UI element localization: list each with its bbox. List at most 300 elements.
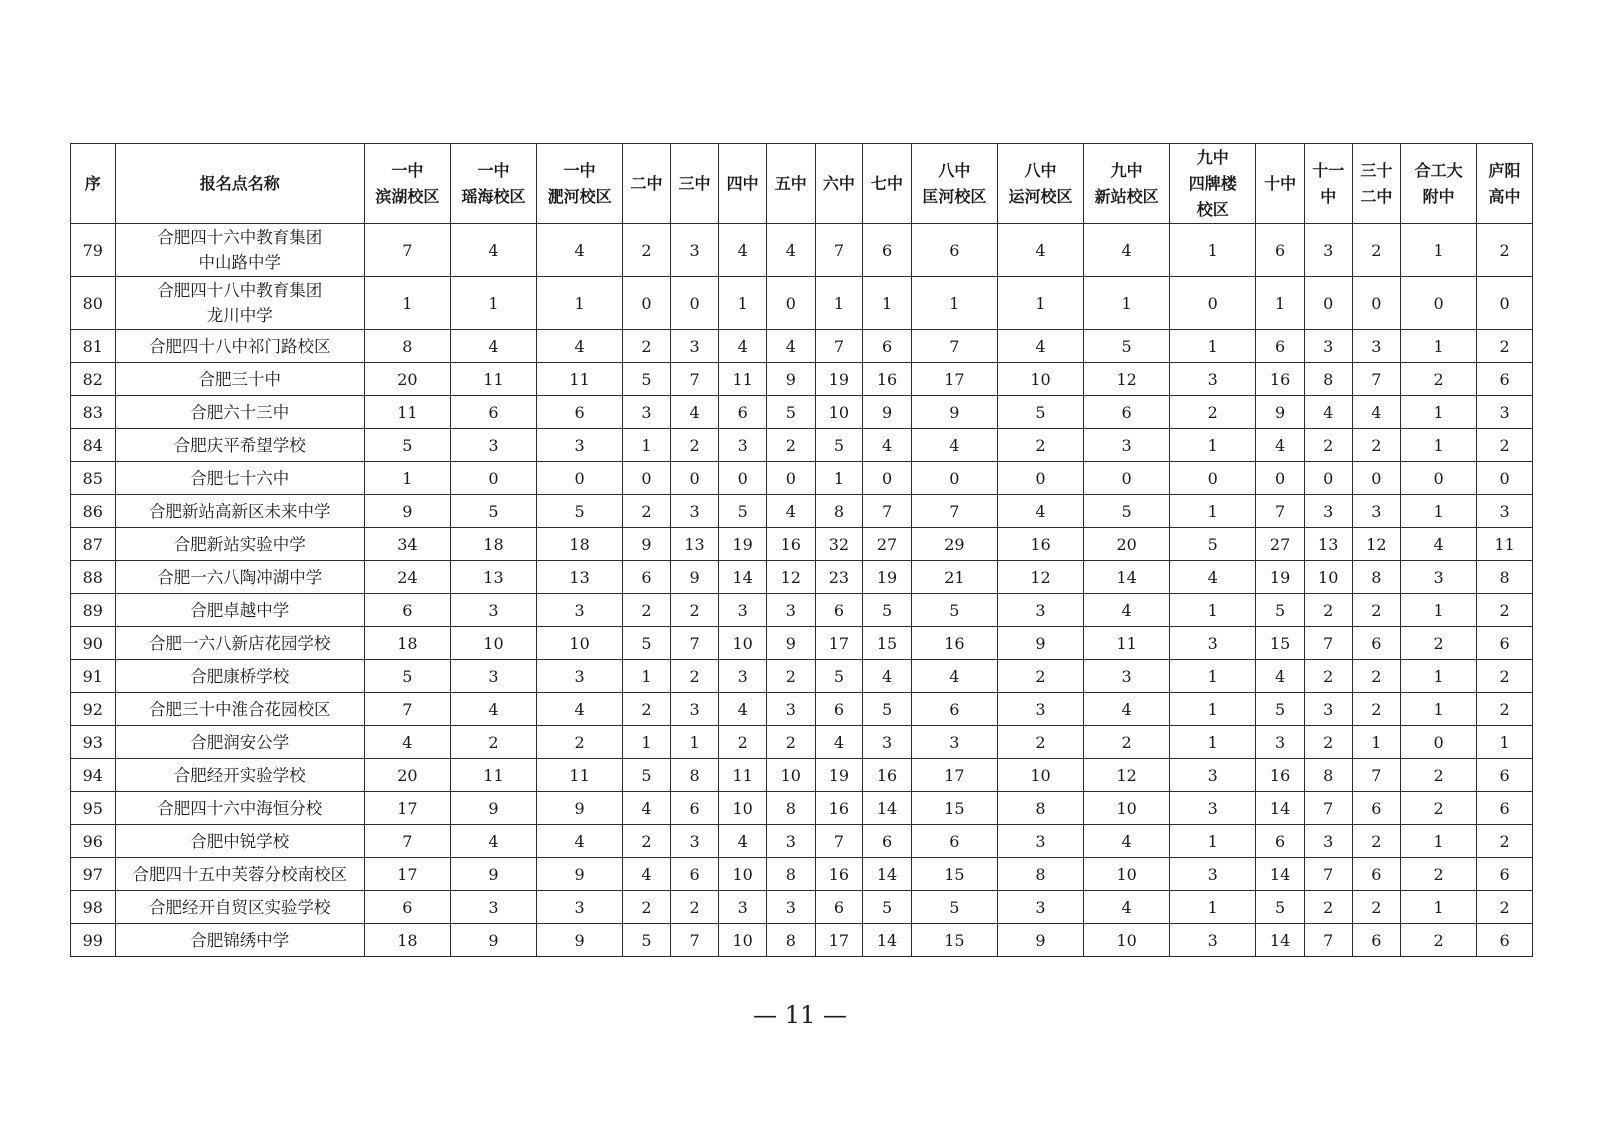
quota-value-cell: 3 <box>537 594 623 627</box>
quota-value-cell: 3 <box>1084 660 1170 693</box>
quota-value-cell: 2 <box>1477 429 1533 462</box>
column-header-line: 校区 <box>1196 199 1229 219</box>
school-name-cell <box>115 924 364 957</box>
column-header-line: 九中 <box>1110 160 1143 180</box>
quota-value-cell: 2 <box>623 495 671 528</box>
quota-value-cell: 0 <box>670 462 719 495</box>
quota-value-cell: 2 <box>670 429 719 462</box>
school-name-line: 合肥四十六中教育集团 <box>157 228 323 247</box>
quota-value-cell: 15 <box>863 627 912 660</box>
quota-value-cell: 7 <box>670 924 719 957</box>
quota-value-cell: 4 <box>766 330 815 363</box>
quota-value-cell: 9 <box>537 792 623 825</box>
column-header <box>815 144 863 224</box>
quota-value-cell: 1 <box>1170 429 1256 462</box>
quota-value-cell: 5 <box>863 594 912 627</box>
quota-value-cell: 19 <box>815 363 863 396</box>
table-row <box>71 594 1533 627</box>
column-header-line: 滨湖校区 <box>375 186 440 206</box>
quota-value-cell: 4 <box>911 429 997 462</box>
quota-value-cell: 5 <box>815 660 863 693</box>
quota-value-cell: 14 <box>863 924 912 957</box>
quota-value-cell: 16 <box>863 759 912 792</box>
quota-value-cell: 4 <box>1084 224 1170 277</box>
quota-value-cell: 9 <box>450 792 536 825</box>
school-name-line: 合肥四十八中教育集团 <box>157 281 323 300</box>
quota-value-cell: 4 <box>670 396 719 429</box>
quota-value-cell: 4 <box>364 726 450 759</box>
quota-value-cell: 1 <box>623 660 671 693</box>
quota-value-cell: 16 <box>911 627 997 660</box>
quota-value-cell: 5 <box>719 495 767 528</box>
column-header <box>364 144 450 224</box>
school-name-cell <box>115 726 364 759</box>
quota-value-cell: 1 <box>1401 396 1477 429</box>
column-header-line: 三中 <box>678 173 711 193</box>
column-header-line: 十一 <box>1312 160 1345 180</box>
row-number-cell: 98 <box>71 891 116 924</box>
quota-value-cell: 9 <box>537 858 623 891</box>
quota-value-cell: 4 <box>766 495 815 528</box>
column-header-line: 序 <box>84 173 101 193</box>
table-row <box>71 660 1533 693</box>
column-header <box>1401 144 1477 224</box>
quota-value-cell: 2 <box>1477 693 1533 726</box>
column-header-line: 高中 <box>1488 186 1521 206</box>
quota-value-cell: 7 <box>911 330 997 363</box>
quota-value-cell: 7 <box>364 825 450 858</box>
quota-value-cell: 4 <box>537 330 623 363</box>
quota-value-cell: 1 <box>537 277 623 330</box>
row-number-cell: 95 <box>71 792 116 825</box>
quota-value-cell: 5 <box>1256 891 1305 924</box>
column-header-line: 四牌楼 <box>1188 173 1237 193</box>
school-name-cell <box>115 759 364 792</box>
quota-value-cell: 2 <box>1477 224 1533 277</box>
quota-value-cell: 1 <box>1401 224 1477 277</box>
quota-value-cell: 8 <box>1352 561 1401 594</box>
quota-value-cell: 2 <box>1304 594 1352 627</box>
quota-value-cell: 4 <box>623 858 671 891</box>
quota-value-cell: 5 <box>1256 594 1305 627</box>
quota-value-cell: 6 <box>863 825 912 858</box>
quota-value-cell: 10 <box>997 363 1083 396</box>
quota-value-cell: 8 <box>766 858 815 891</box>
quota-value-cell: 4 <box>997 495 1083 528</box>
school-name-line: 合肥康桥学校 <box>190 666 290 686</box>
quota-value-cell: 2 <box>1477 330 1533 363</box>
quota-value-cell: 3 <box>1170 363 1256 396</box>
quota-value-cell: 6 <box>815 891 863 924</box>
quota-value-cell: 5 <box>863 891 912 924</box>
column-header <box>71 144 116 224</box>
column-header <box>719 144 767 224</box>
quota-value-cell: 4 <box>450 224 536 277</box>
quota-value-cell: 3 <box>863 726 912 759</box>
quota-value-cell: 6 <box>911 224 997 277</box>
quota-value-cell: 9 <box>911 396 997 429</box>
quota-value-cell: 23 <box>815 561 863 594</box>
quota-value-cell: 7 <box>364 693 450 726</box>
quota-value-cell: 20 <box>364 759 450 792</box>
quota-value-cell: 1 <box>364 277 450 330</box>
quota-value-cell: 1 <box>1401 330 1477 363</box>
quota-value-cell: 4 <box>1084 891 1170 924</box>
quota-value-cell: 7 <box>1352 759 1401 792</box>
quota-value-cell: 11 <box>537 759 623 792</box>
column-header-line: 庐阳 <box>1488 160 1521 180</box>
quota-value-cell: 1 <box>719 277 767 330</box>
quota-value-cell: 3 <box>670 330 719 363</box>
quota-value-cell: 3 <box>450 660 536 693</box>
quota-value-cell: 5 <box>364 429 450 462</box>
quota-value-cell: 12 <box>997 561 1083 594</box>
quota-value-cell: 0 <box>1352 462 1401 495</box>
quota-value-cell: 2 <box>1477 594 1533 627</box>
quota-value-cell: 3 <box>719 891 767 924</box>
quota-value-cell: 9 <box>670 561 719 594</box>
quota-value-cell: 2 <box>1304 429 1352 462</box>
quota-value-cell: 17 <box>911 759 997 792</box>
quota-value-cell: 5 <box>1170 528 1256 561</box>
school-name-line: 合肥一六八新店花园学校 <box>148 633 331 653</box>
quota-value-cell: 0 <box>1084 462 1170 495</box>
quota-value-cell: 1 <box>1170 495 1256 528</box>
column-header-line: 一中 <box>391 160 424 180</box>
school-name-line: 合肥新站实验中学 <box>173 534 306 554</box>
quota-value-cell: 2 <box>766 429 815 462</box>
quota-value-cell: 6 <box>911 825 997 858</box>
school-name-cell <box>115 363 364 396</box>
quota-value-cell: 4 <box>719 693 767 726</box>
quota-value-cell: 12 <box>1084 759 1170 792</box>
quota-value-cell: 8 <box>766 792 815 825</box>
quota-value-cell: 6 <box>670 792 719 825</box>
quota-value-cell: 19 <box>1256 561 1305 594</box>
column-header-line: 八中 <box>938 160 971 180</box>
school-name-line: 合肥新站高新区未来中学 <box>148 501 331 521</box>
quota-value-cell: 8 <box>1304 759 1352 792</box>
quota-value-cell: 4 <box>815 726 863 759</box>
row-number-cell: 82 <box>71 363 116 396</box>
quota-value-cell: 12 <box>1352 528 1401 561</box>
quota-value-cell: 24 <box>364 561 450 594</box>
quota-value-cell: 5 <box>815 429 863 462</box>
quota-value-cell: 4 <box>1256 660 1305 693</box>
quota-value-cell: 18 <box>537 528 623 561</box>
quota-value-cell: 8 <box>670 759 719 792</box>
quota-value-cell: 17 <box>815 924 863 957</box>
quota-value-cell: 4 <box>766 224 815 277</box>
quota-value-cell: 4 <box>1170 561 1256 594</box>
quota-value-cell: 5 <box>623 363 671 396</box>
column-header <box>1084 144 1170 224</box>
quota-value-cell: 2 <box>1401 627 1477 660</box>
quota-value-cell: 0 <box>766 277 815 330</box>
quota-value-cell: 10 <box>815 396 863 429</box>
quota-value-cell: 4 <box>719 224 767 277</box>
quota-value-cell: 13 <box>670 528 719 561</box>
quota-value-cell: 1 <box>1401 660 1477 693</box>
quota-value-cell: 5 <box>537 495 623 528</box>
quota-value-cell: 2 <box>1352 660 1401 693</box>
column-header-line: 五中 <box>774 173 807 193</box>
quota-value-cell: 9 <box>766 627 815 660</box>
column-header <box>1352 144 1401 224</box>
quota-value-cell: 1 <box>1170 693 1256 726</box>
quota-value-cell: 3 <box>670 825 719 858</box>
quota-value-cell: 7 <box>1352 363 1401 396</box>
table-row <box>71 759 1533 792</box>
quota-value-cell: 1 <box>1170 726 1256 759</box>
quota-value-cell: 1 <box>1401 495 1477 528</box>
column-header-line: 淝河校区 <box>547 186 612 206</box>
quota-value-cell: 7 <box>815 330 863 363</box>
quota-value-cell: 4 <box>1256 429 1305 462</box>
quota-value-cell: 6 <box>537 396 623 429</box>
quota-value-cell: 1 <box>623 726 671 759</box>
quota-value-cell: 3 <box>670 495 719 528</box>
table-row <box>71 528 1533 561</box>
row-number-cell: 94 <box>71 759 116 792</box>
quota-value-cell: 2 <box>1304 891 1352 924</box>
quota-value-cell: 4 <box>1304 396 1352 429</box>
school-name-cell <box>115 396 364 429</box>
quota-value-cell: 1 <box>1170 825 1256 858</box>
row-number-cell: 80 <box>71 277 116 330</box>
row-number-cell: 91 <box>71 660 116 693</box>
column-header-line: 瑶海校区 <box>461 186 526 206</box>
table-row <box>71 858 1533 891</box>
row-number-cell: 83 <box>71 396 116 429</box>
quota-value-cell: 0 <box>537 462 623 495</box>
table-row <box>71 224 1533 277</box>
column-header-line: 六中 <box>822 173 855 193</box>
quota-value-cell: 3 <box>1304 495 1352 528</box>
quota-value-cell: 7 <box>911 495 997 528</box>
quota-value-cell: 2 <box>1352 429 1401 462</box>
quota-value-cell: 6 <box>863 224 912 277</box>
quota-value-cell: 6 <box>623 561 671 594</box>
quota-value-cell: 2 <box>1170 396 1256 429</box>
quota-value-cell: 7 <box>1304 858 1352 891</box>
quota-value-cell: 3 <box>1084 429 1170 462</box>
quota-value-cell: 6 <box>1256 224 1305 277</box>
column-header <box>450 144 536 224</box>
school-name-cell <box>115 495 364 528</box>
quota-value-cell: 15 <box>911 924 997 957</box>
table-row <box>71 429 1533 462</box>
quota-value-cell: 3 <box>1170 924 1256 957</box>
quota-value-cell: 3 <box>1401 561 1477 594</box>
quota-value-cell: 3 <box>719 660 767 693</box>
school-name-cell <box>115 693 364 726</box>
quota-value-cell: 1 <box>1170 891 1256 924</box>
quota-value-cell: 8 <box>1477 561 1533 594</box>
quota-value-cell: 6 <box>911 693 997 726</box>
quota-value-cell: 0 <box>1256 462 1305 495</box>
quota-value-cell: 13 <box>1304 528 1352 561</box>
table-row <box>71 396 1533 429</box>
quota-value-cell: 18 <box>364 627 450 660</box>
quota-value-cell: 0 <box>670 277 719 330</box>
quota-value-cell: 7 <box>863 495 912 528</box>
quota-value-cell: 1 <box>450 277 536 330</box>
quota-value-cell: 4 <box>997 224 1083 277</box>
row-number-cell: 90 <box>71 627 116 660</box>
quota-value-cell: 9 <box>863 396 912 429</box>
quota-value-cell: 19 <box>719 528 767 561</box>
quota-value-cell: 2 <box>623 825 671 858</box>
quota-value-cell: 0 <box>450 462 536 495</box>
quota-value-cell: 3 <box>1477 396 1533 429</box>
quota-value-cell: 16 <box>766 528 815 561</box>
quota-value-cell: 3 <box>766 891 815 924</box>
quota-value-cell: 8 <box>364 330 450 363</box>
column-header <box>623 144 671 224</box>
quota-value-cell: 1 <box>1401 594 1477 627</box>
quota-value-cell: 0 <box>1401 277 1477 330</box>
table-row <box>71 462 1533 495</box>
school-name-cell <box>115 224 364 277</box>
quota-value-cell: 4 <box>450 693 536 726</box>
school-name-line: 龙川中学 <box>206 306 273 325</box>
quota-value-cell: 6 <box>1477 363 1533 396</box>
school-name-line: 合肥四十八中祁门路校区 <box>148 336 331 356</box>
row-number-cell: 81 <box>71 330 116 363</box>
quota-value-cell: 2 <box>1304 660 1352 693</box>
quota-value-cell: 0 <box>719 462 767 495</box>
quota-value-cell: 5 <box>450 495 536 528</box>
school-name-cell <box>115 462 364 495</box>
quota-value-cell: 6 <box>1256 330 1305 363</box>
quota-value-cell: 1 <box>1170 330 1256 363</box>
quota-value-cell: 4 <box>1084 825 1170 858</box>
quota-value-cell: 0 <box>1401 462 1477 495</box>
quota-value-cell: 5 <box>623 627 671 660</box>
quota-value-cell: 15 <box>911 858 997 891</box>
quota-value-cell: 3 <box>1304 693 1352 726</box>
quota-value-cell: 3 <box>450 891 536 924</box>
quota-value-cell: 1 <box>1352 726 1401 759</box>
quota-value-cell: 14 <box>1256 858 1305 891</box>
quota-value-cell: 6 <box>450 396 536 429</box>
quota-value-cell: 27 <box>863 528 912 561</box>
quota-value-cell: 14 <box>719 561 767 594</box>
quota-value-cell: 1 <box>670 726 719 759</box>
school-name-line: 合肥经开自贸区实验学校 <box>148 897 331 917</box>
quota-value-cell: 14 <box>1256 792 1305 825</box>
column-header <box>863 144 912 224</box>
quota-value-cell: 0 <box>1401 726 1477 759</box>
school-name-cell <box>115 858 364 891</box>
quota-value-cell: 2 <box>766 726 815 759</box>
quota-value-cell: 17 <box>911 363 997 396</box>
quota-value-cell: 6 <box>1352 924 1401 957</box>
quota-value-cell: 0 <box>1170 277 1256 330</box>
school-name-line: 合肥庆平希望学校 <box>173 435 306 455</box>
column-header <box>766 144 815 224</box>
table-row <box>71 726 1533 759</box>
row-number-cell: 97 <box>71 858 116 891</box>
quota-value-cell: 9 <box>450 924 536 957</box>
quota-value-cell: 0 <box>1304 277 1352 330</box>
quota-value-cell: 5 <box>1084 330 1170 363</box>
quota-value-cell: 3 <box>766 825 815 858</box>
quota-value-cell: 6 <box>1352 627 1401 660</box>
school-name-cell <box>115 594 364 627</box>
quota-value-cell: 10 <box>766 759 815 792</box>
quota-value-cell: 10 <box>1304 561 1352 594</box>
quota-value-cell: 10 <box>1084 792 1170 825</box>
quota-value-cell: 1 <box>815 277 863 330</box>
quota-value-cell: 2 <box>1401 924 1477 957</box>
quota-value-cell: 3 <box>450 429 536 462</box>
school-name-cell <box>115 792 364 825</box>
quota-value-cell: 4 <box>1084 594 1170 627</box>
row-number-cell: 79 <box>71 224 116 277</box>
quota-value-cell: 9 <box>450 858 536 891</box>
quota-value-cell: 10 <box>719 627 767 660</box>
quota-value-cell: 5 <box>623 924 671 957</box>
school-name-line: 合肥七十六中 <box>190 468 290 488</box>
quota-value-cell: 5 <box>766 396 815 429</box>
school-name-line: 合肥润安公学 <box>190 732 290 752</box>
quota-value-cell: 8 <box>766 924 815 957</box>
row-number-cell: 85 <box>71 462 116 495</box>
quota-value-cell: 17 <box>815 627 863 660</box>
quota-value-cell: 3 <box>1304 224 1352 277</box>
quota-value-cell: 34 <box>364 528 450 561</box>
quota-value-cell: 4 <box>537 825 623 858</box>
quota-value-cell: 7 <box>815 825 863 858</box>
quota-value-cell: 3 <box>1170 627 1256 660</box>
column-header-line: 中 <box>1320 186 1337 206</box>
quota-value-cell: 29 <box>911 528 997 561</box>
quota-value-cell: 16 <box>997 528 1083 561</box>
quota-value-cell: 6 <box>1352 792 1401 825</box>
quota-value-cell: 1 <box>1170 224 1256 277</box>
quota-value-cell: 1 <box>1170 594 1256 627</box>
quota-value-cell: 13 <box>537 561 623 594</box>
quota-value-cell: 10 <box>450 627 536 660</box>
quota-value-cell: 27 <box>1256 528 1305 561</box>
quota-value-cell: 14 <box>863 792 912 825</box>
quota-value-cell: 7 <box>1304 627 1352 660</box>
column-header <box>1477 144 1533 224</box>
quota-value-cell: 2 <box>623 594 671 627</box>
quota-value-cell: 6 <box>364 594 450 627</box>
quota-value-cell: 4 <box>537 224 623 277</box>
quota-value-cell: 2 <box>1352 594 1401 627</box>
quota-value-cell: 16 <box>1256 759 1305 792</box>
quota-value-cell: 3 <box>719 594 767 627</box>
quota-value-cell: 2 <box>670 891 719 924</box>
school-name-line: 合肥六十三中 <box>190 402 290 422</box>
quota-value-cell: 20 <box>1084 528 1170 561</box>
table-body <box>71 224 1533 957</box>
school-name-line: 合肥锦绣中学 <box>190 930 290 950</box>
quota-value-cell: 4 <box>623 792 671 825</box>
column-header-line: 三十 <box>1360 160 1393 180</box>
quota-value-cell: 3 <box>911 726 997 759</box>
quota-value-cell: 0 <box>911 462 997 495</box>
quota-value-cell: 10 <box>997 759 1083 792</box>
quota-value-cell: 11 <box>450 363 536 396</box>
quota-value-cell: 2 <box>623 224 671 277</box>
school-name-cell <box>115 429 364 462</box>
quota-value-cell: 2 <box>623 891 671 924</box>
